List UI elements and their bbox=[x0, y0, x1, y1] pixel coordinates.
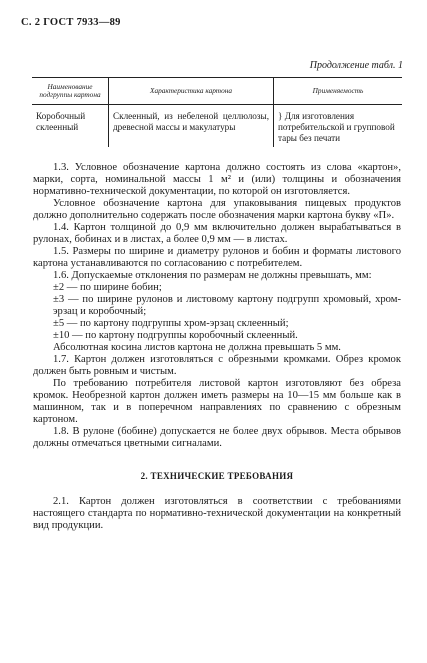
paragraph-uncut-edges: По требованию потребителя листовой картон изготовляют без обреза кромок. Необрезной картон должен иметь размеры на 10—15 мм больше как в машинном, так и в поперечном направлениях по сравнению с обрезным картоном. bbox=[33, 378, 401, 425]
column-header-name: Наименование подгруппы картона bbox=[32, 78, 109, 105]
column-header-applicability: Применяемость bbox=[274, 78, 403, 105]
subgroup-table bbox=[32, 77, 402, 147]
paragraph-1-7: 1.7. Картон должен изготовляться с обрезными кромками. Обрез кромок должен быть ровным и чистым. bbox=[33, 354, 401, 377]
cell-characteristic: Склеенный, из небеленой целлюлозы, древесной массы и макулатуры bbox=[109, 105, 274, 148]
tolerance-item: ±3 — по ширине рулонов и листовому картону подгрупп хромовый, хром-эрзац и коробочный; bbox=[53, 294, 401, 317]
tolerance-item: ±2 — по ширине бобин; bbox=[53, 282, 162, 293]
tolerance-item: ±10 — по картону подгруппы коробочный склеенный. bbox=[53, 330, 298, 341]
paragraph-skew: Абсолютная косина листов картона не должна превышать 5 мм. bbox=[53, 342, 341, 353]
paragraph-1-5: 1.5. Размеры по ширине и диаметру рулонов и бобин и форматы листового картона устанавливаются по согласованию с потребителем. bbox=[33, 246, 401, 269]
table-continuation-label: Продолжение табл. 1 bbox=[309, 60, 403, 71]
paragraph-1-8: 1.8. В рулоне (бобине) допускается не более двух обрывов. Места обрывов должны отмечаться цветными сигналами. bbox=[33, 426, 401, 449]
column-header-characteristic: Характеристика картона bbox=[109, 78, 274, 105]
table-row bbox=[32, 105, 402, 148]
table-header-row bbox=[32, 78, 402, 105]
paragraph-2-1: 2.1. Картон должен изготовляться в соответствии с требованиями настоящего стандарта по нормативно-технической документации на конкретный вид продукции. bbox=[33, 496, 401, 531]
paragraph-1-6: 1.6. Допускаемые отклонения по размерам не должны превышать, мм: bbox=[53, 270, 372, 281]
paragraph-1-3: 1.3. Условное обозначение картона должно состоять из слова «картон», марки, сорта, номинальной массы 1 м² и (или) толщины и обозначения нормативно-технической документации, по которой он изготовляется. bbox=[33, 162, 401, 197]
document-body bbox=[33, 162, 401, 532]
paragraph-designation-food: Условное обозначение картона для упаковывания пищевых продуктов должно дополнительно содержать после обозначения марки картона букву «П». bbox=[33, 198, 401, 221]
cell-name: Коробочный склеенный bbox=[36, 111, 86, 132]
section-title: 2. ТЕХНИЧЕСКИЕ ТРЕБОВАНИЯ bbox=[140, 471, 294, 481]
tolerance-item: ±5 — по картону подгруппы хром-эрзац склеенный; bbox=[53, 318, 289, 329]
cell-applicability: } Для изготовления потребительской и групповой тары без печати bbox=[274, 105, 403, 148]
paragraph-1-4: 1.4. Картон толщиной до 0,9 мм включительно должен вырабатываться в рулонах, бобинах и в листах, а более 0,9 мм — в листах. bbox=[33, 222, 401, 245]
page-header: С. 2 ГОСТ 7933—89 bbox=[21, 17, 121, 28]
